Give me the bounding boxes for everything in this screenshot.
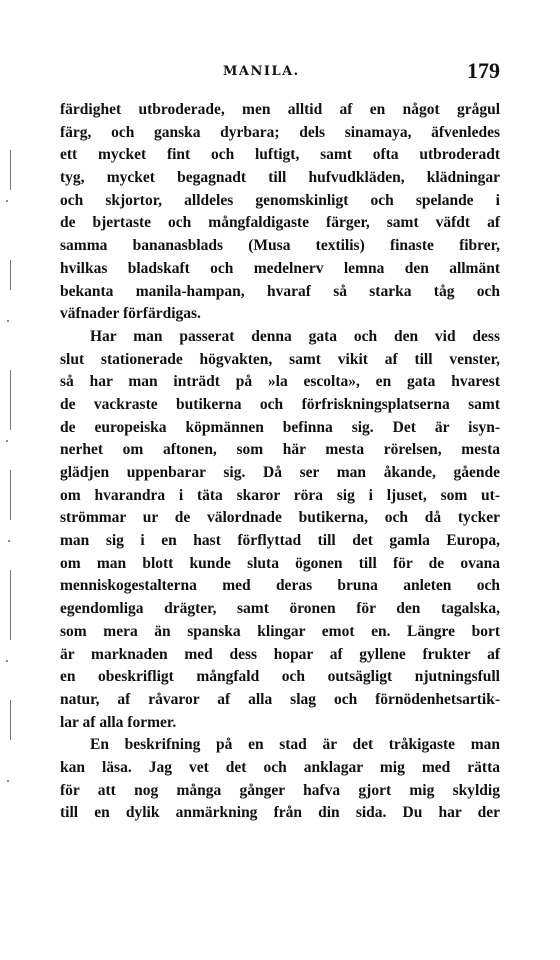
text-line: bekanta manila-hampan, hvaraf så starka tåg och [60,282,500,300]
text-line: väfnader förfärdigas. [60,305,201,323]
paragraph-3 [60,734,500,825]
text-line: egendomliga drägter, samt öronen för den tagalska, [60,600,500,618]
text-line: färdighet utbroderade, men alltid af en något grågul [60,101,500,118]
text-line: tyg, mycket begagnadt till hufvudkläden, klädningar [60,169,500,187]
text-line: hvilkas bladskaft och medelnerv lemna den allmänt [60,259,500,277]
text-line: strömmar ur de välordnade butikerna, och då tycker [60,509,500,527]
paragraph-1 [60,99,500,326]
text-line: ett mycket fint och luftigt, samt ofta utbroderadt [60,146,500,164]
text-line: så har man inträdt på »la escolta», en gata hvarest [60,373,500,391]
text-line: slut stationerade högvakten, samt vikit af till venster, [60,350,500,368]
text-line: de europeiska köpmännen befinna sig. Det är isyn- [60,418,500,436]
text-line: Har man passerat denna gata och den vid dess [90,327,500,345]
text-line: kan läsa. Jag vet det och anklagar mig med rätta [60,758,500,776]
text-line: menniskogestalterna med deras bruna anleten och [60,577,500,595]
text-line: färg, och ganska dyrbara; dels sinamaya, äfvenledes [60,123,500,141]
text-line: en obeskrifligt mångfald och outsägligt njutningsfull [60,668,500,686]
text-line: nerhet om aftonen, som här mesta rörelsen, mesta [60,441,500,459]
page-number: 179 [467,58,500,83]
text-line: de bjertaste och mångfaldigaste färger, samt väfdt af [60,214,500,232]
page-header [60,58,500,92]
text-line: som mera än spanska klingar emot en. Längre bort [60,622,500,640]
text-line: samma bananasblads (Musa textilis) finaste fibrer, [60,237,500,255]
body-text [60,99,500,825]
text-line: och skjortor, alldeles genomskinligt och spelande i [60,191,500,209]
margin-scan-marks [4,140,18,840]
text-line: En beskrifning på en stad är det tråkigaste man [90,736,500,754]
text-line: är marknaden med dess hopar af gyllene frukter af [60,645,500,663]
text-line: till en dylik anmärkning från din sida. Du har der [60,804,500,822]
text-line: lar af alla former. [60,713,177,731]
text-line: för att nog många gånger hafva gjort mig skyldig [60,781,500,799]
paragraph-2 [60,326,500,734]
text-line: om hvarandra i täta skaror röra sig i ljuset, som ut- [60,486,500,504]
text-line: natur, af råvaror af alla slag och förnödenhetsartik- [60,690,500,708]
running-title: MANILA. [223,64,300,79]
text-line: man sig i en hast förflyttad till det gamla Europa, [60,532,500,550]
text-line: glädjen uppenbarar sig. Då ser man åkande, gående [60,464,500,481]
text-line: om man blott kunde sluta ögonen till för de ovana [60,554,500,572]
text-line: de vackraste butikerna och förfriskningsplatserna samt [60,395,500,413]
